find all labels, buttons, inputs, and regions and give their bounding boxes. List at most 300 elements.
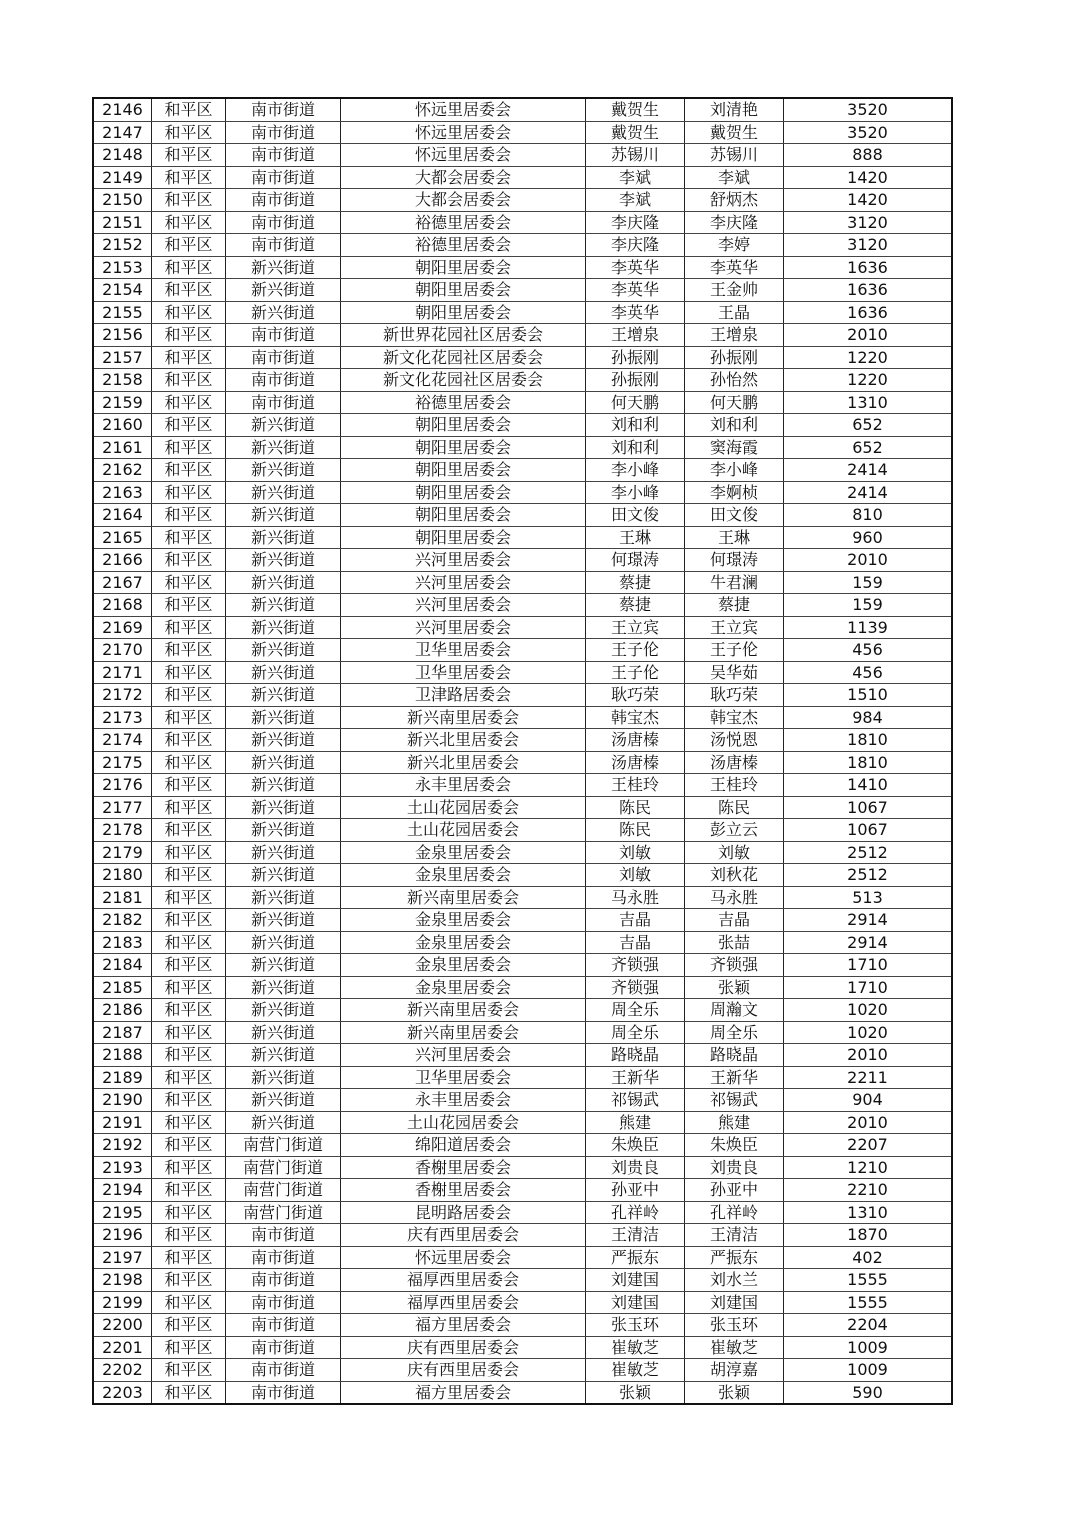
street-cell: 新兴街道 <box>226 661 341 684</box>
applicant-cell: 孔祥岭 <box>586 1201 685 1224</box>
amount-cell: 1420 <box>784 166 953 189</box>
community-cell: 金泉里居委会 <box>341 841 586 864</box>
amount-cell: 1555 <box>784 1269 953 1292</box>
district-cell: 和平区 <box>152 729 226 752</box>
applicant-cell: 张玉环 <box>586 1314 685 1337</box>
applicant-cell: 孙亚中 <box>586 1179 685 1202</box>
row-number: 2201 <box>93 1336 152 1359</box>
district-cell: 和平区 <box>152 639 226 662</box>
row-number: 2160 <box>93 414 152 437</box>
applicant-cell: 汤唐榛 <box>586 729 685 752</box>
table-row <box>93 189 952 212</box>
district-cell: 和平区 <box>152 1156 226 1179</box>
applicant-cell: 李英华 <box>586 301 685 324</box>
community-cell: 卫华里居委会 <box>341 661 586 684</box>
table-row <box>93 1089 952 1112</box>
amount-cell: 1636 <box>784 256 953 279</box>
row-number: 2181 <box>93 886 152 909</box>
street-cell: 新兴街道 <box>226 549 341 572</box>
applicant-cell: 何天鹏 <box>586 391 685 414</box>
applicant-cell: 马永胜 <box>586 886 685 909</box>
member-cell: 牛君澜 <box>685 571 784 594</box>
amount-cell: 652 <box>784 436 953 459</box>
member-cell: 王琳 <box>685 526 784 549</box>
row-number: 2180 <box>93 864 152 887</box>
amount-cell: 652 <box>784 414 953 437</box>
district-cell: 和平区 <box>152 796 226 819</box>
amount-cell: 2207 <box>784 1134 953 1157</box>
table-row <box>93 1111 952 1134</box>
street-cell: 南营门街道 <box>226 1156 341 1179</box>
community-cell: 庆有西里居委会 <box>341 1224 586 1247</box>
member-cell: 王清洁 <box>685 1224 784 1247</box>
community-cell: 新兴北里居委会 <box>341 729 586 752</box>
table-row <box>93 976 952 999</box>
district-cell: 和平区 <box>152 976 226 999</box>
applicant-cell: 刘敏 <box>586 841 685 864</box>
street-cell: 新兴街道 <box>226 976 341 999</box>
member-cell: 周瀚文 <box>685 999 784 1022</box>
amount-cell: 2010 <box>784 549 953 572</box>
member-cell: 胡淳嘉 <box>685 1359 784 1382</box>
community-cell: 怀远里居委会 <box>341 98 586 121</box>
member-cell: 何天鹏 <box>685 391 784 414</box>
table-row <box>93 121 952 144</box>
amount-cell: 2211 <box>784 1066 953 1089</box>
community-cell: 绵阳道居委会 <box>341 1134 586 1157</box>
amount-cell: 2512 <box>784 864 953 887</box>
member-cell: 苏锡川 <box>685 144 784 167</box>
street-cell: 南市街道 <box>226 1269 341 1292</box>
street-cell: 新兴街道 <box>226 414 341 437</box>
community-cell: 新文化花园社区居委会 <box>341 346 586 369</box>
community-cell: 怀远里居委会 <box>341 144 586 167</box>
applicant-cell: 王清洁 <box>586 1224 685 1247</box>
amount-cell: 984 <box>784 706 953 729</box>
applicant-cell: 李小峰 <box>586 481 685 504</box>
street-cell: 新兴街道 <box>226 1089 341 1112</box>
member-cell: 王子伦 <box>685 639 784 662</box>
member-cell: 王立宾 <box>685 616 784 639</box>
table-row <box>93 459 952 482</box>
row-number: 2176 <box>93 774 152 797</box>
row-number: 2152 <box>93 234 152 257</box>
row-number: 2193 <box>93 1156 152 1179</box>
row-number: 2151 <box>93 211 152 234</box>
member-cell: 齐锁强 <box>685 954 784 977</box>
street-cell: 新兴街道 <box>226 886 341 909</box>
row-number: 2196 <box>93 1224 152 1247</box>
community-cell: 新世界花园社区居委会 <box>341 324 586 347</box>
applicant-cell: 耿巧荣 <box>586 684 685 707</box>
applicant-cell: 李斌 <box>586 166 685 189</box>
applicant-cell: 齐锁强 <box>586 954 685 977</box>
amount-cell: 1139 <box>784 616 953 639</box>
row-number: 2161 <box>93 436 152 459</box>
applicant-cell: 戴贺生 <box>586 121 685 144</box>
member-cell: 韩宝杰 <box>685 706 784 729</box>
district-cell: 和平区 <box>152 706 226 729</box>
table-row <box>93 1381 952 1404</box>
amount-cell: 402 <box>784 1246 953 1269</box>
street-cell: 南市街道 <box>226 211 341 234</box>
applicant-cell: 李小峰 <box>586 459 685 482</box>
applicant-cell: 祁锡武 <box>586 1089 685 1112</box>
row-number: 2168 <box>93 594 152 617</box>
applicant-cell: 路晓晶 <box>586 1044 685 1067</box>
district-cell: 和平区 <box>152 98 226 121</box>
member-cell: 刘和利 <box>685 414 784 437</box>
street-cell: 新兴街道 <box>226 819 341 842</box>
table-row <box>93 729 952 752</box>
member-cell: 祁锡武 <box>685 1089 784 1112</box>
district-cell: 和平区 <box>152 841 226 864</box>
table-row <box>93 594 952 617</box>
amount-cell: 1020 <box>784 999 953 1022</box>
district-cell: 和平区 <box>152 166 226 189</box>
member-cell: 熊建 <box>685 1111 784 1134</box>
applicant-cell: 周全乐 <box>586 999 685 1022</box>
table-row <box>93 864 952 887</box>
community-cell: 香榭里居委会 <box>341 1179 586 1202</box>
applicant-cell: 李英华 <box>586 256 685 279</box>
table-row <box>93 1201 952 1224</box>
district-cell: 和平区 <box>152 886 226 909</box>
street-cell: 南市街道 <box>226 1336 341 1359</box>
street-cell: 南市街道 <box>226 1246 341 1269</box>
member-cell: 李斌 <box>685 166 784 189</box>
district-cell: 和平区 <box>152 414 226 437</box>
district-cell: 和平区 <box>152 436 226 459</box>
district-cell: 和平区 <box>152 301 226 324</box>
street-cell: 新兴街道 <box>226 279 341 302</box>
district-cell: 和平区 <box>152 571 226 594</box>
member-cell: 王新华 <box>685 1066 784 1089</box>
community-cell: 朝阳里居委会 <box>341 526 586 549</box>
street-cell: 南市街道 <box>226 369 341 392</box>
street-cell: 新兴街道 <box>226 616 341 639</box>
table-row <box>93 301 952 324</box>
district-cell: 和平区 <box>152 459 226 482</box>
amount-cell: 159 <box>784 594 953 617</box>
table-row <box>93 909 952 932</box>
member-cell: 刘水兰 <box>685 1269 784 1292</box>
amount-cell: 1555 <box>784 1291 953 1314</box>
amount-cell: 2010 <box>784 324 953 347</box>
community-cell: 金泉里居委会 <box>341 864 586 887</box>
applicant-cell: 王子伦 <box>586 661 685 684</box>
amount-cell: 2204 <box>784 1314 953 1337</box>
applicant-cell: 戴贺生 <box>586 98 685 121</box>
street-cell: 南市街道 <box>226 1291 341 1314</box>
row-number: 2188 <box>93 1044 152 1067</box>
street-cell: 新兴街道 <box>226 436 341 459</box>
table-row <box>93 684 952 707</box>
table-row <box>93 166 952 189</box>
community-cell: 裕德里居委会 <box>341 211 586 234</box>
district-cell: 和平区 <box>152 1359 226 1382</box>
row-number: 2148 <box>93 144 152 167</box>
district-cell: 和平区 <box>152 616 226 639</box>
street-cell: 新兴街道 <box>226 1111 341 1134</box>
community-cell: 新兴北里居委会 <box>341 751 586 774</box>
applicant-cell: 韩宝杰 <box>586 706 685 729</box>
district-cell: 和平区 <box>152 1066 226 1089</box>
district-cell: 和平区 <box>152 1246 226 1269</box>
street-cell: 新兴街道 <box>226 999 341 1022</box>
row-number: 2191 <box>93 1111 152 1134</box>
district-cell: 和平区 <box>152 819 226 842</box>
table-row <box>93 571 952 594</box>
row-number: 2153 <box>93 256 152 279</box>
street-cell: 南市街道 <box>226 189 341 212</box>
amount-cell: 1310 <box>784 391 953 414</box>
table-row <box>93 211 952 234</box>
table-row <box>93 931 952 954</box>
street-cell: 新兴街道 <box>226 751 341 774</box>
district-cell: 和平区 <box>152 1381 226 1404</box>
table-row <box>93 1021 952 1044</box>
applicant-cell: 刘建国 <box>586 1291 685 1314</box>
applicant-cell: 严振东 <box>586 1246 685 1269</box>
district-cell: 和平区 <box>152 1111 226 1134</box>
amount-cell: 1636 <box>784 279 953 302</box>
district-cell: 和平区 <box>152 504 226 527</box>
amount-cell: 1220 <box>784 369 953 392</box>
street-cell: 新兴街道 <box>226 796 341 819</box>
table-row <box>93 1134 952 1157</box>
member-cell: 刘秋花 <box>685 864 784 887</box>
applicant-cell: 王子伦 <box>586 639 685 662</box>
street-cell: 南市街道 <box>226 121 341 144</box>
member-cell: 何璟涛 <box>685 549 784 572</box>
community-cell: 香榭里居委会 <box>341 1156 586 1179</box>
amount-cell: 456 <box>784 661 953 684</box>
table-row <box>93 346 952 369</box>
amount-cell: 513 <box>784 886 953 909</box>
district-cell: 和平区 <box>152 256 226 279</box>
amount-cell: 1710 <box>784 976 953 999</box>
applicant-cell: 苏锡川 <box>586 144 685 167</box>
row-number: 2197 <box>93 1246 152 1269</box>
street-cell: 新兴街道 <box>226 931 341 954</box>
applicant-cell: 蔡捷 <box>586 594 685 617</box>
community-cell: 卫华里居委会 <box>341 1066 586 1089</box>
table-row <box>93 1156 952 1179</box>
street-cell: 新兴街道 <box>226 459 341 482</box>
community-cell: 新兴南里居委会 <box>341 706 586 729</box>
table-row <box>93 279 952 302</box>
applicant-cell: 崔敏芝 <box>586 1359 685 1382</box>
district-cell: 和平区 <box>152 549 226 572</box>
street-cell: 南市街道 <box>226 1224 341 1247</box>
street-cell: 新兴街道 <box>226 706 341 729</box>
amount-cell: 904 <box>784 1089 953 1112</box>
row-number: 2200 <box>93 1314 152 1337</box>
member-cell: 刘敏 <box>685 841 784 864</box>
amount-cell: 1636 <box>784 301 953 324</box>
row-number: 2202 <box>93 1359 152 1382</box>
row-number: 2156 <box>93 324 152 347</box>
member-cell: 王增泉 <box>685 324 784 347</box>
district-cell: 和平区 <box>152 121 226 144</box>
amount-cell: 1810 <box>784 729 953 752</box>
applicant-cell: 齐锁强 <box>586 976 685 999</box>
applicant-cell: 刘贵良 <box>586 1156 685 1179</box>
member-cell: 舒炳杰 <box>685 189 784 212</box>
applicant-cell: 李庆隆 <box>586 234 685 257</box>
district-cell: 和平区 <box>152 1134 226 1157</box>
member-cell: 田文俊 <box>685 504 784 527</box>
community-cell: 兴河里居委会 <box>341 616 586 639</box>
applicant-cell: 李英华 <box>586 279 685 302</box>
street-cell: 新兴街道 <box>226 1021 341 1044</box>
district-cell: 和平区 <box>152 369 226 392</box>
street-cell: 新兴街道 <box>226 1066 341 1089</box>
applicant-cell: 王琳 <box>586 526 685 549</box>
member-cell: 张玉环 <box>685 1314 784 1337</box>
street-cell: 南市街道 <box>226 144 341 167</box>
row-number: 2195 <box>93 1201 152 1224</box>
street-cell: 新兴街道 <box>226 301 341 324</box>
amount-cell: 3120 <box>784 234 953 257</box>
member-cell: 孙振刚 <box>685 346 784 369</box>
amount-cell: 1067 <box>784 819 953 842</box>
community-cell: 土山花园居委会 <box>341 1111 586 1134</box>
member-cell: 李庆隆 <box>685 211 784 234</box>
community-cell: 金泉里居委会 <box>341 954 586 977</box>
street-cell: 南市街道 <box>226 324 341 347</box>
row-number: 2177 <box>93 796 152 819</box>
community-cell: 新兴南里居委会 <box>341 999 586 1022</box>
row-number: 2155 <box>93 301 152 324</box>
community-cell: 朝阳里居委会 <box>341 459 586 482</box>
amount-cell: 1310 <box>784 1201 953 1224</box>
street-cell: 南市街道 <box>226 166 341 189</box>
table-row <box>93 954 952 977</box>
table-row <box>93 1359 952 1382</box>
community-cell: 朝阳里居委会 <box>341 256 586 279</box>
applicant-cell: 张颖 <box>586 1381 685 1404</box>
table-row <box>93 706 952 729</box>
community-cell: 庆有西里居委会 <box>341 1336 586 1359</box>
member-cell: 路晓晶 <box>685 1044 784 1067</box>
community-cell: 庆有西里居委会 <box>341 1359 586 1382</box>
table-row <box>93 1291 952 1314</box>
member-cell: 王桂玲 <box>685 774 784 797</box>
table-row <box>93 774 952 797</box>
community-cell: 朝阳里居委会 <box>341 481 586 504</box>
table-row <box>93 841 952 864</box>
community-cell: 新兴南里居委会 <box>341 1021 586 1044</box>
applicant-cell: 熊建 <box>586 1111 685 1134</box>
street-cell: 新兴街道 <box>226 594 341 617</box>
community-cell: 裕德里居委会 <box>341 391 586 414</box>
community-cell: 裕德里居委会 <box>341 234 586 257</box>
street-cell: 南营门街道 <box>226 1201 341 1224</box>
community-cell: 土山花园居委会 <box>341 819 586 842</box>
community-cell: 福厚西里居委会 <box>341 1269 586 1292</box>
applicant-cell: 周全乐 <box>586 1021 685 1044</box>
member-cell: 朱焕臣 <box>685 1134 784 1157</box>
row-number: 2164 <box>93 504 152 527</box>
amount-cell: 456 <box>784 639 953 662</box>
row-number: 2187 <box>93 1021 152 1044</box>
applicant-cell: 陈民 <box>586 819 685 842</box>
row-number: 2163 <box>93 481 152 504</box>
member-cell: 耿巧荣 <box>685 684 784 707</box>
applicant-cell: 吉晶 <box>586 931 685 954</box>
table-row <box>93 796 952 819</box>
community-cell: 怀远里居委会 <box>341 121 586 144</box>
row-number: 2174 <box>93 729 152 752</box>
amount-cell: 2414 <box>784 459 953 482</box>
table-row <box>93 639 952 662</box>
applicant-cell: 朱焕臣 <box>586 1134 685 1157</box>
member-cell: 张喆 <box>685 931 784 954</box>
table-row <box>93 1314 952 1337</box>
member-cell: 崔敏芝 <box>685 1336 784 1359</box>
applicant-cell: 孙振刚 <box>586 346 685 369</box>
community-cell: 卫华里居委会 <box>341 639 586 662</box>
amount-cell: 2512 <box>784 841 953 864</box>
amount-cell: 1870 <box>784 1224 953 1247</box>
street-cell: 新兴街道 <box>226 729 341 752</box>
district-cell: 和平区 <box>152 999 226 1022</box>
row-number: 2165 <box>93 526 152 549</box>
district-cell: 和平区 <box>152 211 226 234</box>
street-cell: 南市街道 <box>226 1381 341 1404</box>
amount-cell: 888 <box>784 144 953 167</box>
street-cell: 南营门街道 <box>226 1179 341 1202</box>
table-row <box>93 999 952 1022</box>
amount-cell: 960 <box>784 526 953 549</box>
community-cell: 福方里居委会 <box>341 1314 586 1337</box>
member-cell: 王金帅 <box>685 279 784 302</box>
amount-cell: 3520 <box>784 98 953 121</box>
applicant-cell: 刘和利 <box>586 436 685 459</box>
amount-cell: 2914 <box>784 909 953 932</box>
member-cell: 张颖 <box>685 1381 784 1404</box>
row-number: 2182 <box>93 909 152 932</box>
row-number: 2171 <box>93 661 152 684</box>
applicant-cell: 汤唐榛 <box>586 751 685 774</box>
amount-cell: 1009 <box>784 1336 953 1359</box>
applicant-cell: 李斌 <box>586 189 685 212</box>
amount-cell: 3120 <box>784 211 953 234</box>
applicant-cell: 王立宾 <box>586 616 685 639</box>
row-number: 2170 <box>93 639 152 662</box>
table-row <box>93 481 952 504</box>
district-cell: 和平区 <box>152 864 226 887</box>
applicant-cell: 崔敏芝 <box>586 1336 685 1359</box>
amount-cell: 1067 <box>784 796 953 819</box>
amount-cell: 1710 <box>784 954 953 977</box>
district-cell: 和平区 <box>152 324 226 347</box>
community-cell: 兴河里居委会 <box>341 571 586 594</box>
row-number: 2169 <box>93 616 152 639</box>
member-cell: 李婀桢 <box>685 481 784 504</box>
row-number: 2175 <box>93 751 152 774</box>
table-row <box>93 504 952 527</box>
row-number: 2154 <box>93 279 152 302</box>
community-cell: 金泉里居委会 <box>341 976 586 999</box>
district-cell: 和平区 <box>152 1269 226 1292</box>
table-row <box>93 661 952 684</box>
member-cell: 孔祥岭 <box>685 1201 784 1224</box>
applicant-cell: 王增泉 <box>586 324 685 347</box>
member-cell: 吴华茹 <box>685 661 784 684</box>
